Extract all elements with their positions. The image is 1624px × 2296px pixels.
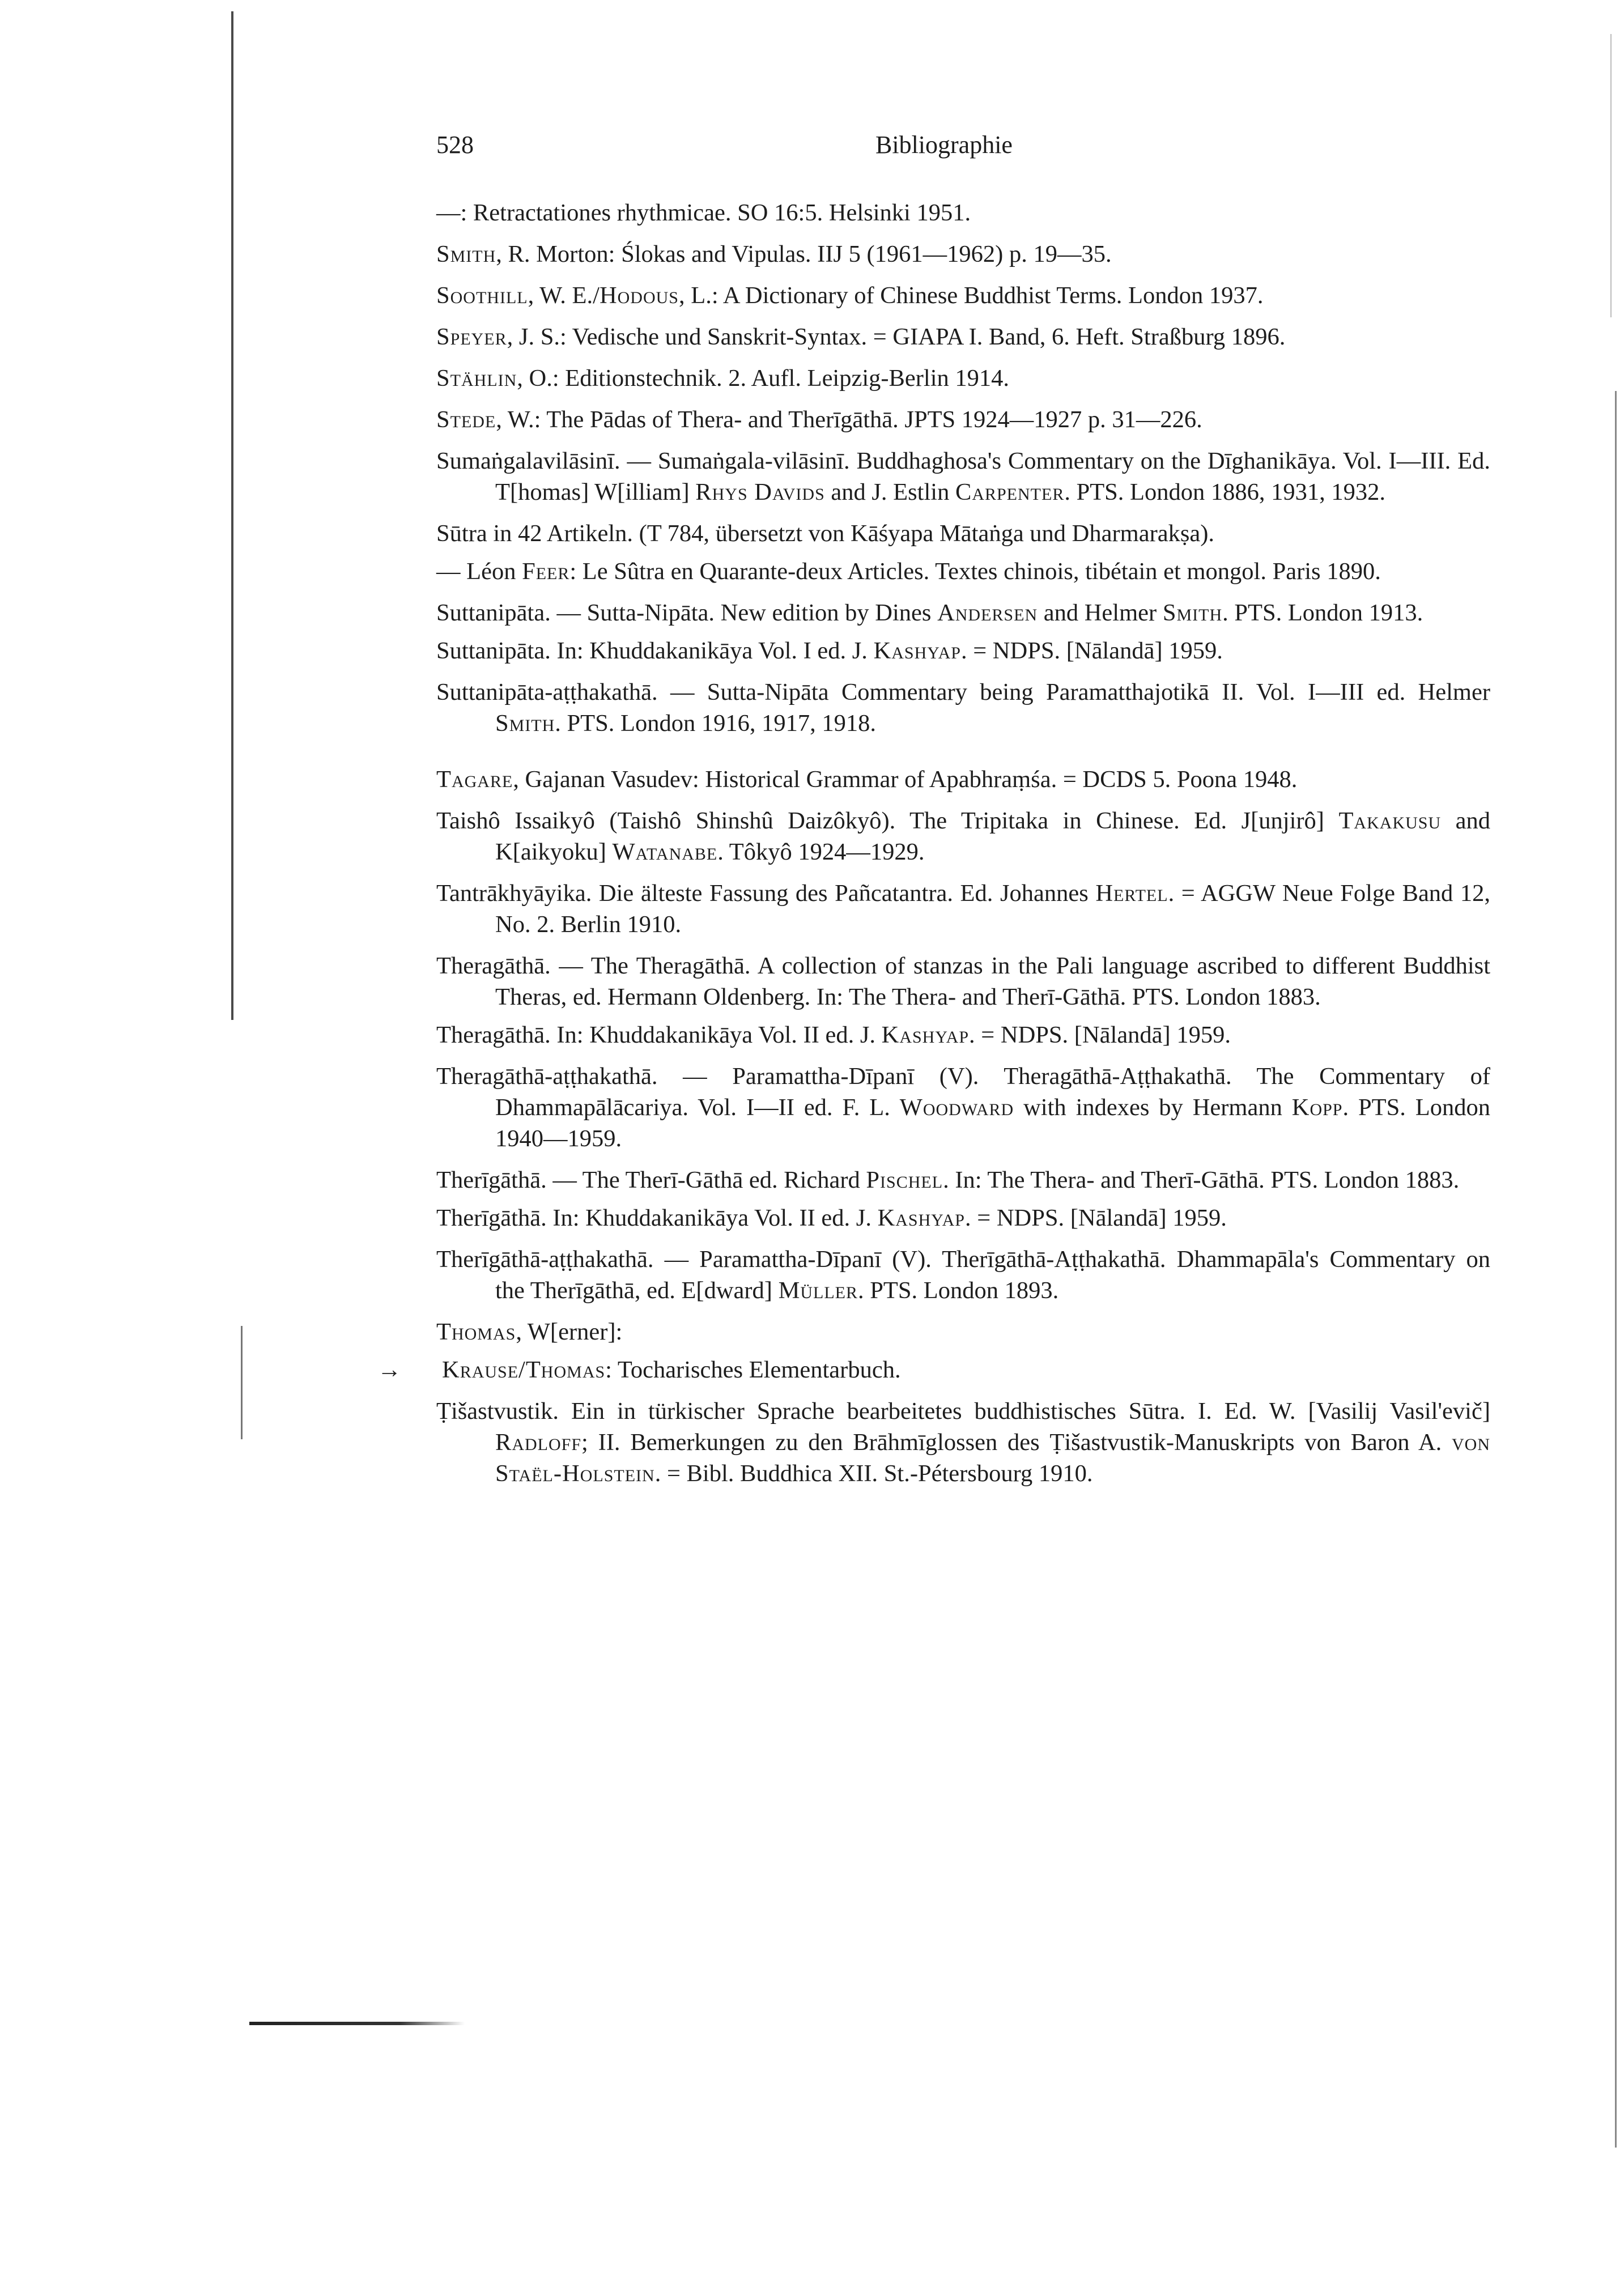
entry-author: Thomas (436, 1319, 516, 1345)
entry-text: Theragāthā. In: Khuddakanikāya Vol. II ed. J. (436, 1022, 882, 1048)
scan-edge-right-top (1610, 34, 1612, 317)
bib-entry-taisho (436, 805, 1490, 868)
entry-text: . = NDPS. [Nālandā] 1959. (960, 637, 1223, 664)
entry-text: . Tôkyô 1924—1929. (717, 839, 925, 865)
entry-continuation (436, 556, 1490, 587)
entry-text: , W. E./ (528, 282, 600, 309)
entry-author: Stählin (436, 365, 517, 392)
scan-edge-right (1615, 391, 1617, 2148)
entry-author: Smith (1162, 599, 1223, 626)
entry-text: Taishô Issaikyô (Taishô Shinshû Daizôkyô). The Tripitaka in Chinese. Ed. J[unjirô] (436, 807, 1339, 834)
entry-text: Suttanipāta. — Sutta-Nipāta. New edition by Dines (436, 599, 938, 626)
entry-text: with indexes by Hermann (1014, 1094, 1292, 1121)
entry-text: and J. Estlin (824, 479, 955, 505)
entry-sub-edition (436, 635, 1490, 666)
entry-text: Theragāthā. — The Theragāthā. A collection of stanzas in the Pali language ascribed to different Buddhist Theras, ed. Hermann Oldenberg. In: The Thera- and Therī-Gāthā. PTS. London 1883. (436, 953, 1490, 1010)
bib-entry-tantrakhyayika (436, 878, 1490, 940)
entry-text: . PTS. London 1913. (1222, 599, 1423, 626)
entry-text: , O.: Editionstechnik. 2. Aufl. Leipzig-Berlin 1914. (517, 365, 1010, 392)
entry-text: Ṭišastvustik. Ein in türkischer Sprache bearbeitetes buddhistisches Sūtra. I. Ed. W. [Vasilij Vasil'evič] (436, 1398, 1490, 1425)
entry-text: and Helmer (1038, 599, 1163, 626)
entry-author: Woodward (899, 1094, 1014, 1121)
entry-text: . PTS. London 1886, 1931, 1932. (1064, 479, 1386, 505)
entry-text: , Gajanan Vasudev: Historical Grammar of Apabhraṃśa. = DCDS 5. Poona 1948. (513, 766, 1298, 793)
entry-text: Suttanipāta. In: Khuddakanikāya Vol. I ed. J. (436, 637, 874, 664)
entry-author: Speyer (436, 324, 507, 350)
bib-entry-theragatha (436, 950, 1490, 1051)
entry-author: Soothill (436, 282, 528, 309)
bib-entry-soothill (436, 280, 1490, 311)
entry-text: Sumaṅgalavilāsinī. — Sumaṅgala-vilāsinī. Buddhaghosa's Commentary on the Dīghanikāya. Vol. I—III. Ed. T[homas] W[illiam] (436, 448, 1490, 505)
entry-sub-edition (436, 1202, 1490, 1234)
entry-text: . In: The Thera- and Therī-Gāthā. PTS. London 1883. (943, 1167, 1460, 1193)
page-number: 528 (436, 131, 474, 159)
entry-text: Theragāthā-aṭṭhakathā. — Paramattha-Dīpanī (V). Theragāthā-Aṭṭhakathā. The Commentary of Dhammapālācariya. Vol. I—II ed. F. L. (436, 1063, 1490, 1121)
entry-text: . PTS. London 1893. (858, 1277, 1059, 1304)
entry-author: Kashyap (873, 637, 961, 664)
entry-text: . = NDPS. [Nālandā] 1959. (964, 1205, 1227, 1231)
entry-text: Therīgāthā. In: Khuddakanikāya Vol. II ed. J. (436, 1205, 878, 1231)
bib-entry-tisastvustik (436, 1396, 1490, 1489)
entry-text: Tantrākhyāyika. Die älteste Fassung des Pañcatantra. Ed. Johannes (436, 880, 1096, 907)
entry-author: Kopp (1291, 1094, 1343, 1121)
entry-text: : Le Sûtra en Quarante-deux Articles. Textes chinois, tibétain et mongol. Paris 1890. (569, 558, 1381, 585)
entry-author: Tagare (436, 766, 513, 793)
entry-author: von Staël-Holstein (495, 1429, 1490, 1487)
entry-text: . PTS. London 1940—1959. (495, 1094, 1490, 1152)
scan-edge-left (231, 11, 233, 1020)
entry-text: Suttanipāta-aṭṭhakathā. — Sutta-Nipāta Commentary being Paramatthajotikā II. Vol. I—III ed. Helmer (436, 679, 1490, 705)
entry-author: Andersen (937, 599, 1038, 626)
bib-entry-thomas (377, 1316, 1490, 1385)
entry-text: —: Retractationes rhythmicae. SO 16:5. Helsinki 1951. (436, 199, 971, 226)
entry-author: Kashyap (877, 1205, 965, 1231)
bib-entry-theragatha-atthakatha (436, 1061, 1490, 1154)
entry-author: Takakusu (1338, 807, 1442, 834)
bib-entry-therigatha (436, 1164, 1490, 1234)
bib-entry-stede (436, 404, 1490, 435)
bib-entry-suttanipata-atthakatha (436, 677, 1490, 739)
bib-entry-stahlin (436, 363, 1490, 394)
page-title: Bibliographie (875, 131, 1013, 159)
entry-text: Sūtra in 42 Artikeln. (T 784, übersetzt von Kāśyapa Mātaṅga und Dharmarakṣa). (436, 520, 1215, 547)
bib-entry-tagare (436, 764, 1490, 795)
bibliography-list (377, 197, 1491, 1489)
bib-entry-speyer (436, 321, 1490, 352)
entry-text: and K[aikyoku] (495, 807, 1490, 865)
entry-author: Krause/Thomas (442, 1357, 606, 1383)
entry-text: Therīgāthā-aṭṭhakathā. — Paramattha-Dīpanī (V). Therīgāthā-Aṭṭhakathā. Dhammapāla's Commentary on the Therīgāthā, ed. E[dward] (436, 1246, 1490, 1304)
entry-text: . = Bibl. Buddhica XII. St.-Pétersbourg 1910. (654, 1460, 1093, 1487)
entry-text: , J. S.: Vedische und Sanskrit-Syntax. = GIAPA I. Band, 6. Heft. Straßburg 1896. (507, 324, 1286, 350)
entry-author: Pischel (866, 1167, 943, 1193)
entry-author: Smith (495, 710, 555, 737)
bib-entry-retractationes (436, 197, 1490, 228)
entry-author: Müller (778, 1277, 858, 1304)
entry-author: Hertel (1095, 880, 1168, 907)
entry-text: : Tocharisches Elementarbuch. (605, 1357, 901, 1383)
entry-text: . = AGGW Neue Folge Band 12, No. 2. Berlin 1910. (495, 880, 1491, 938)
entry-text: , L.: A Dictionary of Chinese Buddhist Terms. London 1937. (679, 282, 1264, 309)
entry-author: Smith (436, 241, 496, 267)
bib-entry-sumangalavilasini (436, 445, 1490, 508)
entry-author: Hodous (599, 282, 679, 309)
bib-entry-sutra-42 (436, 518, 1490, 587)
running-head (436, 130, 1490, 170)
entry-author: Stede (436, 406, 496, 433)
scan-bottom-rule (249, 2022, 465, 2025)
entry-author: Rhys Davids (695, 479, 825, 505)
entry-sub-edition (436, 1019, 1490, 1051)
entry-cross-reference: → Krause/Thomas: Tocharisches Elementarbuch. (377, 1357, 901, 1383)
scan-edge-mark (241, 1326, 243, 1439)
entry-text: . PTS. London 1916, 1917, 1918. (555, 710, 876, 737)
entry-text: ; II. Bemerkungen zu den Brāhmīglossen des Ṭišastvustik-Manuskripts von Baron A. (581, 1429, 1452, 1456)
entry-text: , W[erner]: (516, 1319, 623, 1345)
entry-author: Kashyap (881, 1022, 970, 1048)
bib-entry-therigatha-atthakatha (436, 1244, 1490, 1306)
bib-entry-suttanipata (436, 597, 1490, 666)
entry-author: Watanabe (612, 839, 718, 865)
entry-author: Feer (522, 558, 570, 585)
entry-text: — Léon (436, 558, 522, 585)
entry-author: Carpenter (955, 479, 1065, 505)
page (377, 130, 1491, 1499)
entry-text: Therīgāthā. — The Therī-Gāthā ed. Richard (436, 1167, 866, 1193)
entry-text: , R. Morton: Ślokas and Vipulas. IIJ 5 (1961—1962) p. 19—35. (496, 241, 1112, 267)
entry-author: Radloff (495, 1429, 582, 1456)
bib-entry-smith (436, 239, 1490, 270)
entry-text: , W.: The Pādas of Thera- and Therīgāthā. JPTS 1924—1927 p. 31—226. (496, 406, 1202, 433)
entry-text: . = NDPS. [Nālandā] 1959. (969, 1022, 1231, 1048)
